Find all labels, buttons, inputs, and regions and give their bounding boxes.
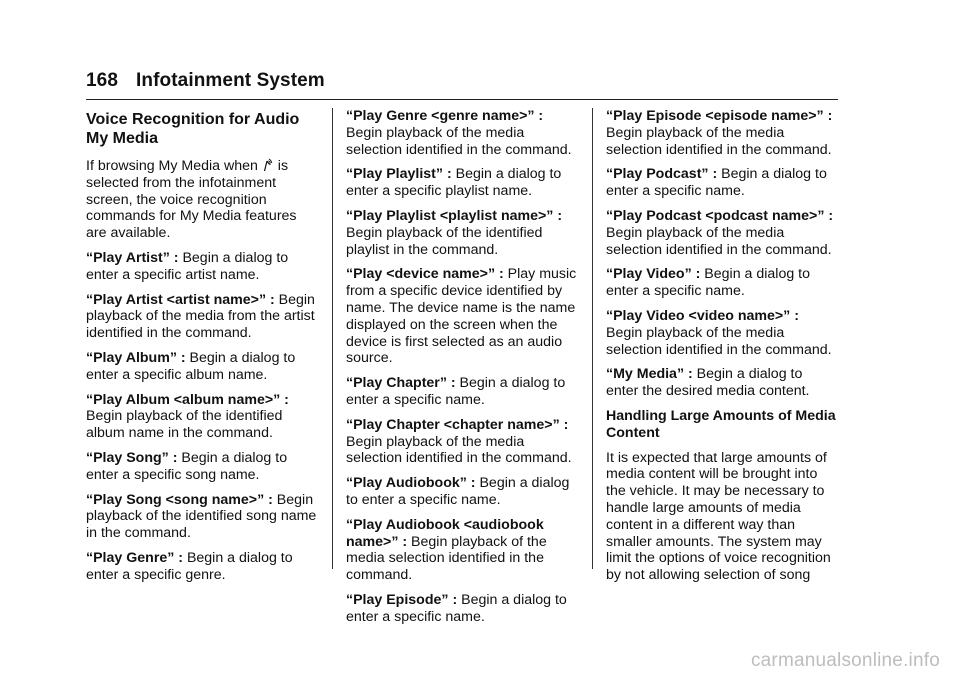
command-item: “Play Video” : Begin a dialog to enter a specific name. [606, 266, 811, 300]
column-3 [606, 108, 838, 592]
chapter-title: Infotainment System [136, 70, 325, 91]
command-item: “Play Podcast <podcast name>” : Begin playback of the media selection identified in the command. [606, 207, 834, 258]
watermark[interactable]: carmanualsonline.info [750, 650, 940, 671]
command-item: “Play Artist” : Begin a dialog to enter a specific artist name. [86, 249, 289, 283]
subsection-body: It is expected that large amounts of media content will be brought into the vehicle. It may be necessary to handle large amounts of media content in a different way than smaller amounts. The system may limit the options of voice recognition by not allowing selection of song [606, 449, 831, 584]
column-divider-2 [592, 108, 593, 569]
column-divider-1 [332, 108, 333, 569]
command-item: “Play <device name>” : Play music from a specific device identified by name. The device name is the name displayed on the screen when the device is first selected as an audio source. [346, 266, 577, 367]
command-item: “Play Episode <episode name>” : Begin playback of the media selection identified in the command. [606, 108, 833, 158]
command-item: “Play Playlist <playlist name>” : Begin playback of the identified playlist in the command. [346, 207, 563, 258]
command-item: “Play Episode” : Begin a dialog to enter a specific name. [346, 591, 567, 625]
command-item: “Play Album” : Begin a dialog to enter a specific album name. [86, 349, 296, 383]
intro-paragraph: If browsing My Media when is selected from the infotainment screen, the voice recognition commands for My Media features are available. [86, 158, 297, 242]
command-item: “Play Audiobook” : Begin a dialog to enter a specific name. [346, 475, 570, 508]
command-item: “Play Genre” : Begin a dialog to enter a specific genre. [86, 549, 293, 583]
column-1 [86, 108, 318, 592]
section-title: Voice Recognition for Audio My Media [86, 111, 300, 147]
command-item: “Play Audiobook <audiobook name>” : Begin playback of the media selection identified in the command. [346, 516, 547, 584]
column-2 [346, 108, 578, 634]
command-item: “Play Video <video name>” : Begin playback of the media selection identified in the command. [606, 307, 832, 358]
voice-recognition-icon [263, 158, 273, 172]
page-number: 168 [86, 70, 119, 91]
header-rule [86, 99, 838, 100]
command-item: “Play Chapter” : Begin a dialog to enter a specific name. [346, 375, 566, 408]
subsection-heading: Handling Large Amounts of Media Content [606, 407, 836, 441]
command-item: “Play Song <song name>” : Begin playback of the identified song name in the command. [86, 491, 317, 542]
page-header [86, 70, 838, 92]
command-item: “Play Genre <genre name>” : Begin playback of the media selection identified in the command. [346, 108, 572, 158]
command-item: “Play Song” : Begin a dialog to enter a specific song name. [86, 449, 288, 483]
command-item: “Play Album <album name>” : Begin playback of the identified album name in the command. [86, 391, 289, 442]
command-item: “My Media” : Begin a dialog to enter the desired media content. [606, 366, 810, 400]
command-item: “Play Podcast” : Begin a dialog to enter a specific name. [606, 166, 827, 200]
command-item: “Play Artist <artist name>” : Begin playback of the media from the artist identified in the command. [86, 291, 315, 342]
command-item: “Play Chapter <chapter name>” : Begin playback of the media selection identified in the command. [346, 416, 572, 467]
command-item: “Play Playlist” : Begin a dialog to enter a specific playlist name. [346, 166, 562, 200]
